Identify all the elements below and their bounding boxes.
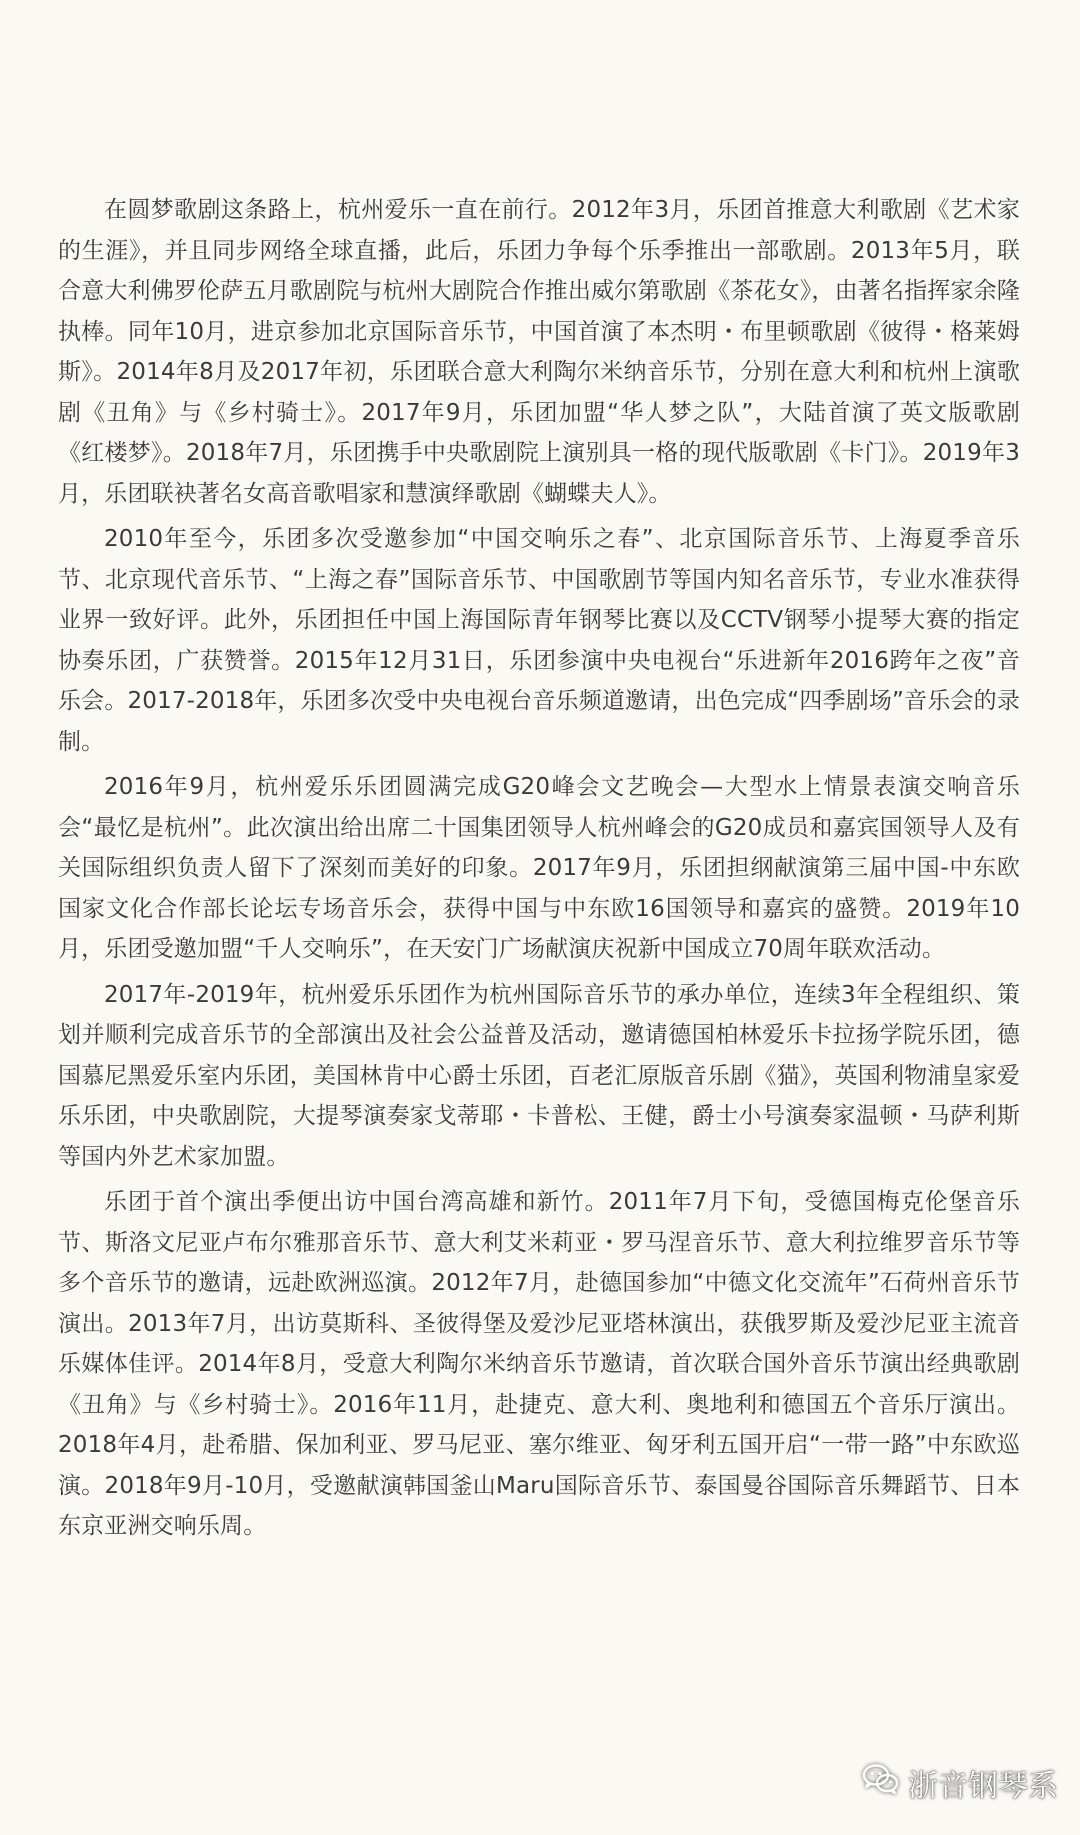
article-paragraph-opera: 在圆梦歌剧这条路上，杭州爱乐一直在前行。2012年3月，乐团首推意大利歌剧《艺术家的生涯》，并且同步网络全球直播，此后，乐团力争每个乐季推出一部歌剧。2013年5月，联合意大利佛罗伦萨五月歌剧院与杭州大剧院合作推出威尔第歌剧《茶花女》，由著名指挥家余隆执棒。同年10月，进京参加北京国际音乐节，中国首演了本杰明・布里顿歌剧《彼得・格莱姆斯》。2014年8月及2017年初，乐团联合意大利陶尔米纳音乐节，分别在意大利和杭州上演歌剧《丑角》与《乡村骑士》。2017年9月，乐团加盟“华人梦之队”，大陆首演了英文版歌剧《红楼梦》。2018年7月，乐团携手中央歌剧院上演别具一格的现代版歌剧《卡门》。2019年3月，乐团联袂著名女高音歌唱家和慧演绎歌剧《蝴蝶夫人》。 [58,197,1020,507]
account-watermark [862,1761,1058,1805]
watermark-account-name: 浙音钢琴系 [908,1769,1058,1804]
article-body [58,190,1020,1552]
article-paragraph-g20: 2016年9月，杭州爱乐乐团圆满完成G20峰会文艺晚会—大型水上情景表演交响音乐会“最忆是杭州”。此次演出给出席二十国集团领导人杭州峰会的G20成员和嘉宾国领导人及有关国际组织负责人留下了深刻而美好的印象。2017年9月，乐团担纲献演第三届中国-中东欧国家文化合作部长论坛专场音乐会，获得中国与中东欧16国领导和嘉宾的盛赞。2019年10月，乐团受邀加盟“千人交响乐”，在天安门广场献演庆祝新中国成立70周年联欢活动。 [58,774,1020,962]
article-paragraph-festivals: 2010年至今，乐团多次受邀参加“中国交响乐之春”、北京国际音乐节、上海夏季音乐节、北京现代音乐节、“上海之春”国际音乐节、中国歌剧节等国内知名音乐节，专业水准获得业界一致好评。此外，乐团担任中国上海国际青年钢琴比赛以及CCTV钢琴小提琴大赛的指定协奏乐团，广获赞誉。2015年12月31日，乐团参演中央电视台“乐进新年2016跨年之夜”音乐会。2017-2018年，乐团多次受中央电视台音乐频道邀请，出色完成“四季剧场”音乐会的录制。 [58,526,1020,755]
article-paragraph-hangzhou-festival: 2017年-2019年，杭州爱乐乐团作为杭州国际音乐节的承办单位，连续3年全程组织、策划并顺利完成音乐节的全部演出及社会公益普及活动，邀请德国柏林爱乐卡拉扬学院乐团，德国慕尼黑爱乐室内乐团，美国林肯中心爵士乐团，百老汇原版音乐剧《猫》，英国利物浦皇家爱乐乐团，中央歌剧院，大提琴演奏家戈蒂耶・卡普松、王健，爵士小号演奏家温顿・马萨利斯等国内外艺术家加盟。 [58,981,1020,1170]
wechat-icon [862,1763,900,1803]
article-paragraph-tours: 乐团于首个演出季便出访中国台湾高雄和新竹。2011年7月下旬，受德国梅克伦堡音乐节、斯洛文尼亚卢布尔雅那音乐节、意大利艾米莉亚・罗马涅音乐节、意大利拉维罗音乐节等多个音乐节的邀请，远赴欧洲巡演。2012年7月，赴德国参加“中德文化交流年”石荷州音乐节演出。2013年7月，出访莫斯科、圣彼得堡及爱沙尼亚塔林演出，获俄罗斯及爱沙尼亚主流音乐媒体佳评。2014年8月，受意大利陶尔米纳音乐节邀请，首次联合国外音乐节演出经典歌剧《丑角》与《乡村骑士》。2016年11月，赴捷克、意大利、奥地利和德国五个音乐厅演出。2018年4月，赴希腊、保加利亚、罗马尼亚、塞尔维亚、匈牙利五国开启“一带一路”中东欧巡演。2018年9月-10月，受邀献演韩国釜山Maru国际音乐节、泰国曼谷国际音乐舞蹈节、日本东京亚洲交响乐周。 [58,1189,1020,1539]
